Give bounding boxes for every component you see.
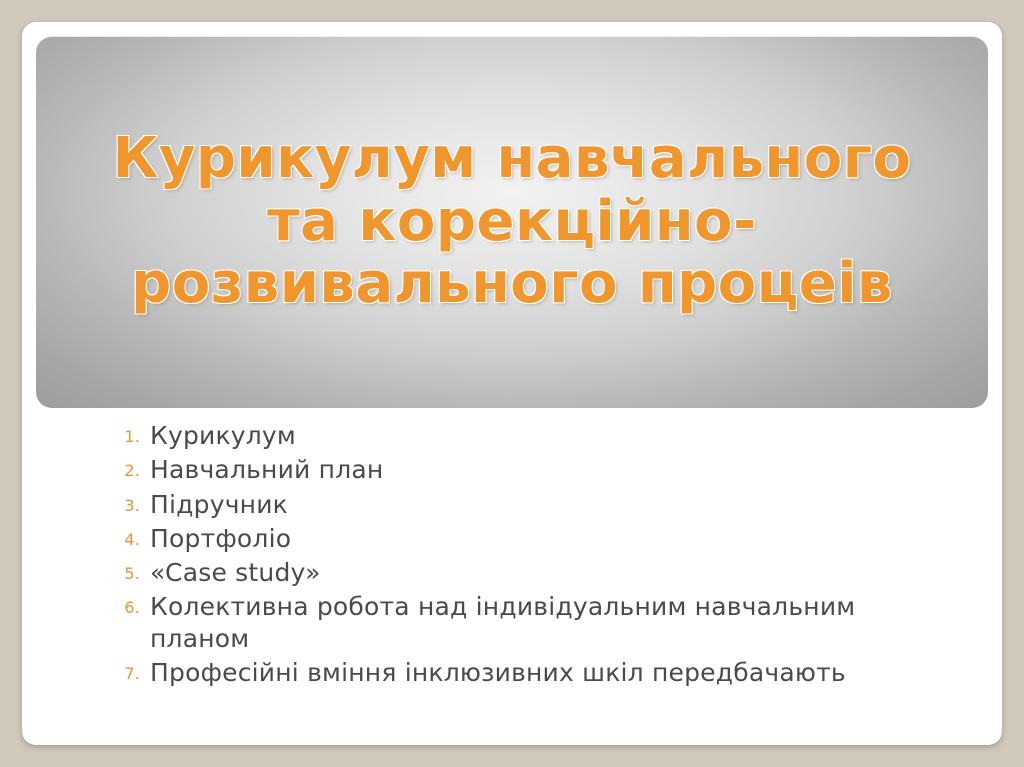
list-item: Професійні вміння інклюзивних шкіл передбачають bbox=[150, 657, 846, 687]
list-item: «Case study» bbox=[150, 558, 321, 587]
slide-body bbox=[92, 420, 962, 691]
list-item: Портфоліо bbox=[150, 523, 292, 553]
page-title: Курикулум навчального та корекційно-розвивального процеів bbox=[112, 125, 912, 317]
list-item: Підручник bbox=[150, 489, 288, 519]
slide bbox=[22, 22, 1002, 745]
list-item: Колективна робота над індивідуальним навчальним планом bbox=[150, 592, 856, 653]
slide-title-plate bbox=[36, 36, 988, 408]
numbered-list bbox=[92, 420, 962, 688]
list-item: Навчальний план bbox=[150, 455, 384, 485]
list-item: Курикулум bbox=[150, 421, 296, 450]
